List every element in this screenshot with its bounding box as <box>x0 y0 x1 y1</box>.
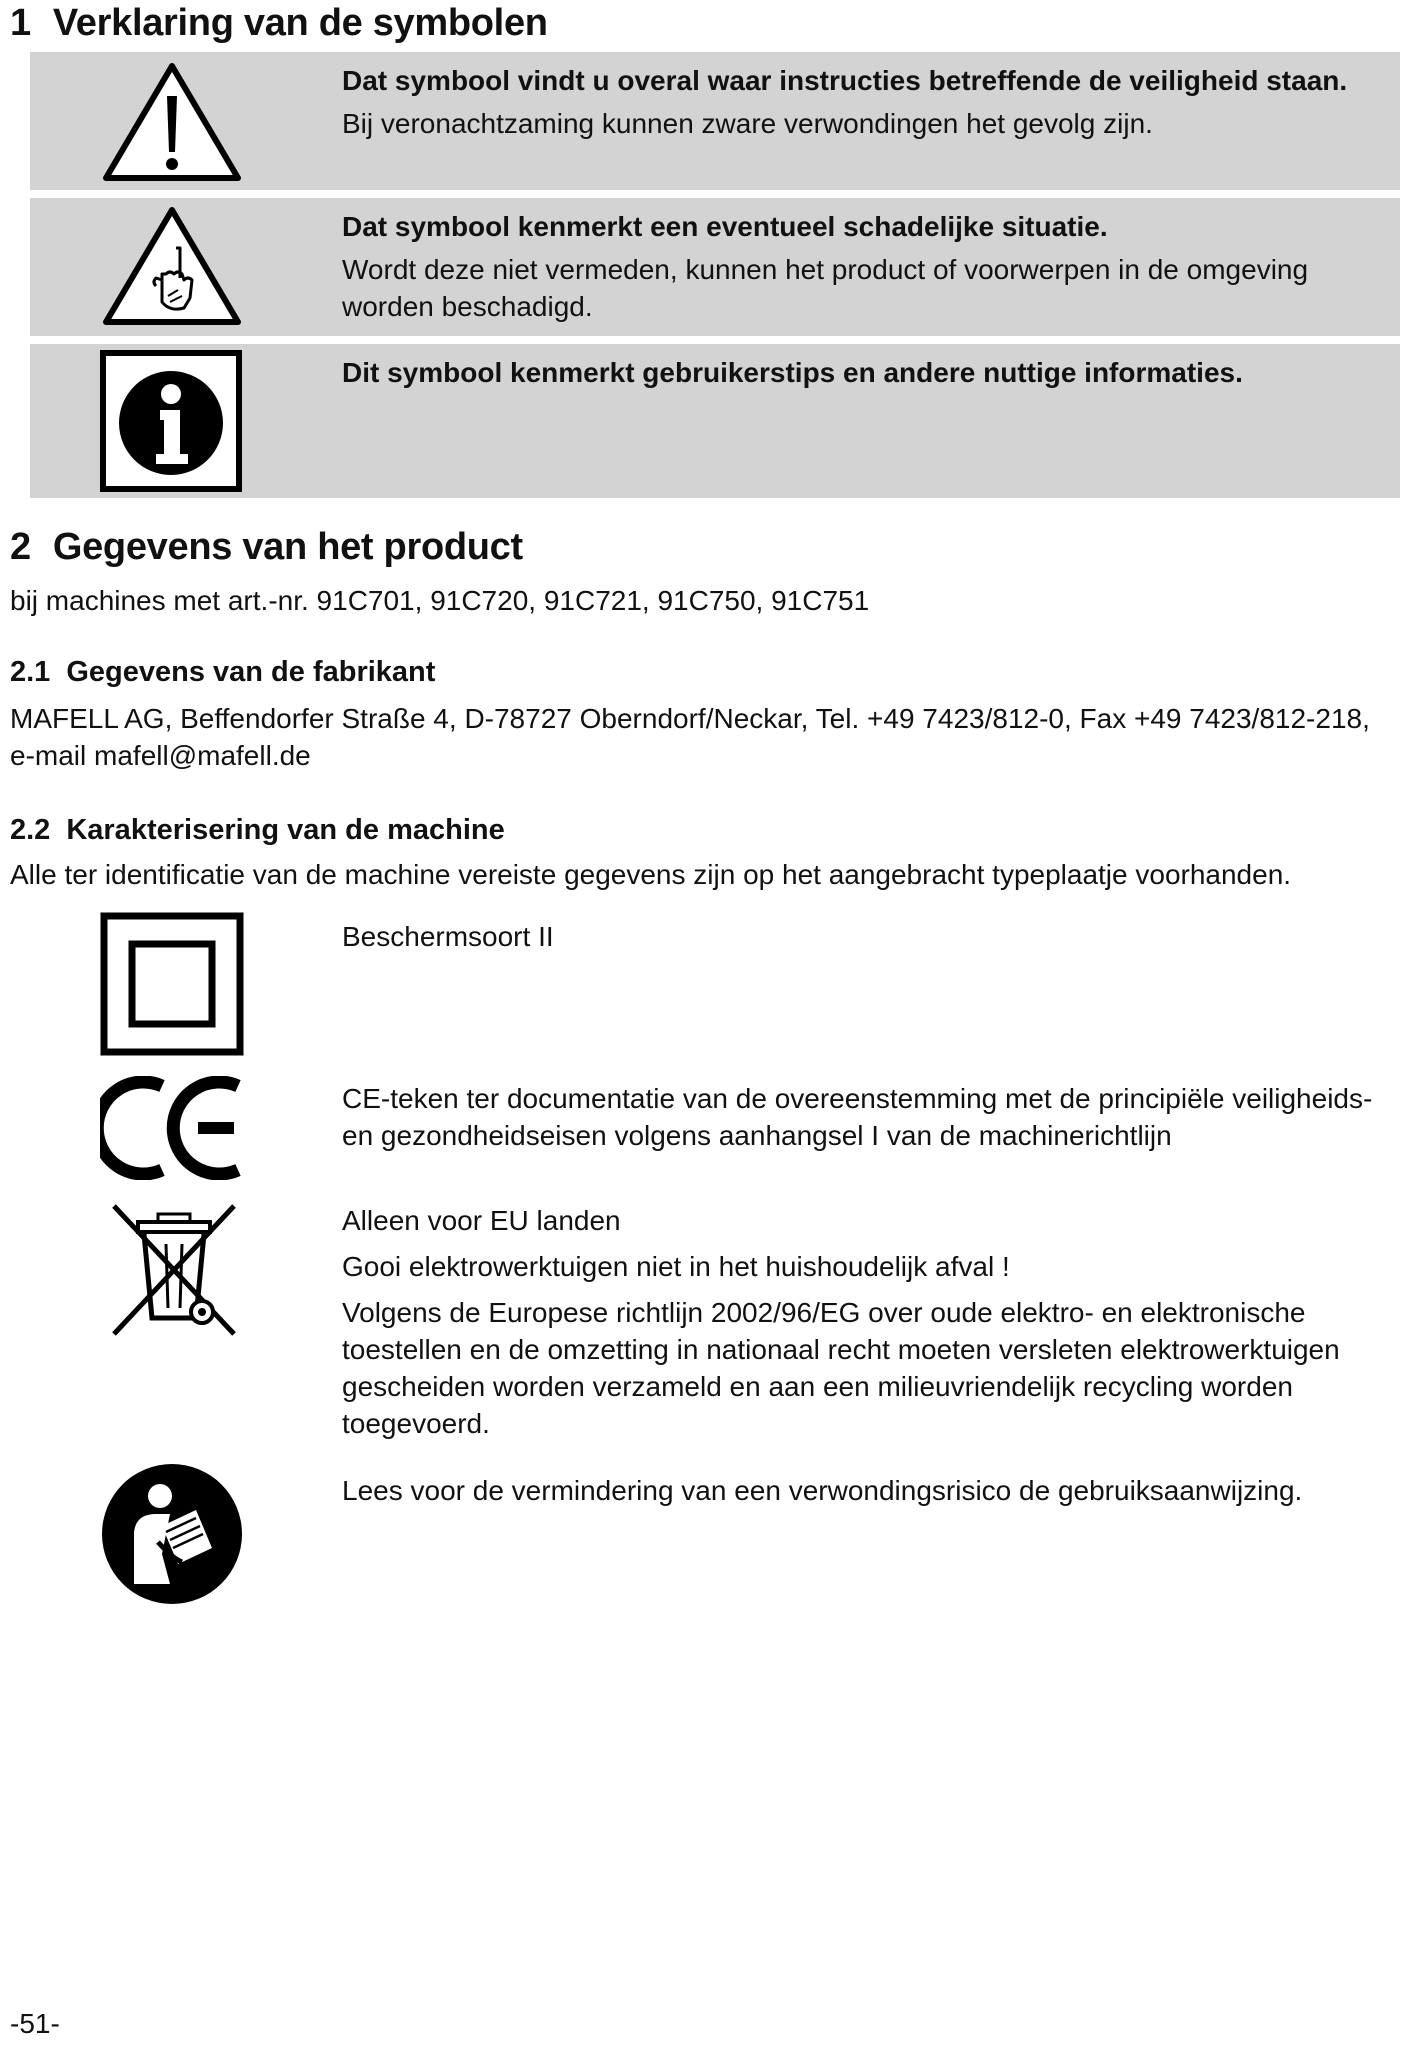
symbol-row-warning <box>30 52 1400 190</box>
info-icon <box>100 350 242 492</box>
symbol-text: Bij veronachtzaming kunnen zware verwondingen het gevolg zijn. <box>342 108 1153 139</box>
section-1-heading <box>10 2 548 45</box>
symbol-heading: Dit symbool kenmerkt gebruikerstips en andere nuttige informaties. <box>342 357 1243 388</box>
weee-text <box>342 1202 1379 1451</box>
read-manual-text <box>342 1472 1379 1518</box>
symbol-description <box>342 208 1380 325</box>
symbol-row-caution <box>30 198 1400 336</box>
symbol-text: CE-teken ter documentatie van de overeenstemming met de principiële veiligheids- en gezondheidseisen volgens aanhangsel I van de machinerichtlijn <box>342 1083 1373 1151</box>
section-title: Verklaring van de symbolen <box>52 2 548 44</box>
read-manual-icon <box>100 1462 244 1606</box>
section-title: Gegevens van het product <box>52 526 523 568</box>
ce-mark-text <box>342 1080 1379 1163</box>
symbol-heading: Dat symbool kenmerkt een eventueel schadelijke situatie. <box>342 211 1108 242</box>
symbol-description <box>342 354 1380 391</box>
machine-characterisation-text: Alle ter identificatie van de machine vereiste gegevens zijn op het aangebracht typeplaatje voorhanden. <box>10 859 1292 890</box>
page-number: -51- <box>10 2008 60 2039</box>
symbol-description <box>342 62 1380 142</box>
ce-mark-icon <box>100 1076 246 1180</box>
warning-hand-icon <box>100 204 244 330</box>
subsection-title: Karakterisering van de machine <box>66 814 505 846</box>
weee-bin-icon <box>108 1200 240 1340</box>
symbol-heading: Dat symbool vindt u overal waar instructies betreffende de veiligheid staan. <box>342 65 1348 96</box>
warning-exclamation-icon <box>100 60 244 186</box>
protection-class-ii-icon <box>100 912 244 1056</box>
symbol-text: Wordt deze niet vermeden, kunnen het product of voorwerpen in de omgeving worden beschadigd. <box>342 254 1309 322</box>
symbol-text: Lees voor de vermindering van een verwondingsrisico de gebruiksaanwijzing. <box>342 1475 1303 1506</box>
section-number: 2 <box>10 526 31 568</box>
subsection-number: 2.2 <box>10 814 51 846</box>
symbol-text: Gooi elektrowerktuigen niet in het huishoudelijk afval ! <box>342 1251 1010 1282</box>
subsection-2-1-heading <box>10 656 435 689</box>
section-2-heading <box>10 526 523 569</box>
subsection-title: Gegevens van de fabrikant <box>66 656 436 688</box>
section-number: 1 <box>10 2 31 44</box>
symbol-text: Volgens de Europese richtlijn 2002/96/EG over oude elektro- en elektronische toestellen en de omzetting in nationaal recht moeten versleten elektrowerktuigen gescheiden worden verzameld en aan een milieuvriendelijk recycling worden toegevoerd. <box>342 1297 1340 1439</box>
protection-class-text <box>342 918 1379 964</box>
subsection-number: 2.1 <box>10 656 51 688</box>
product-article-numbers: bij machines met art.-nr. 91C701, 91C720, 91C721, 91C750, 91C751 <box>10 585 870 616</box>
symbol-text: Beschermsoort II <box>342 921 554 952</box>
symbol-row-info <box>30 344 1400 498</box>
symbol-text: Alleen voor EU landen <box>342 1205 621 1236</box>
subsection-2-2-heading <box>10 814 505 847</box>
manufacturer-address: MAFELL AG, Beffendorfer Straße 4, D-78727 Oberndorf/Neckar, Tel. +49 7423/812-0, Fax +49 7423/812-218, e-mail mafell@mafell.de <box>10 703 1370 771</box>
